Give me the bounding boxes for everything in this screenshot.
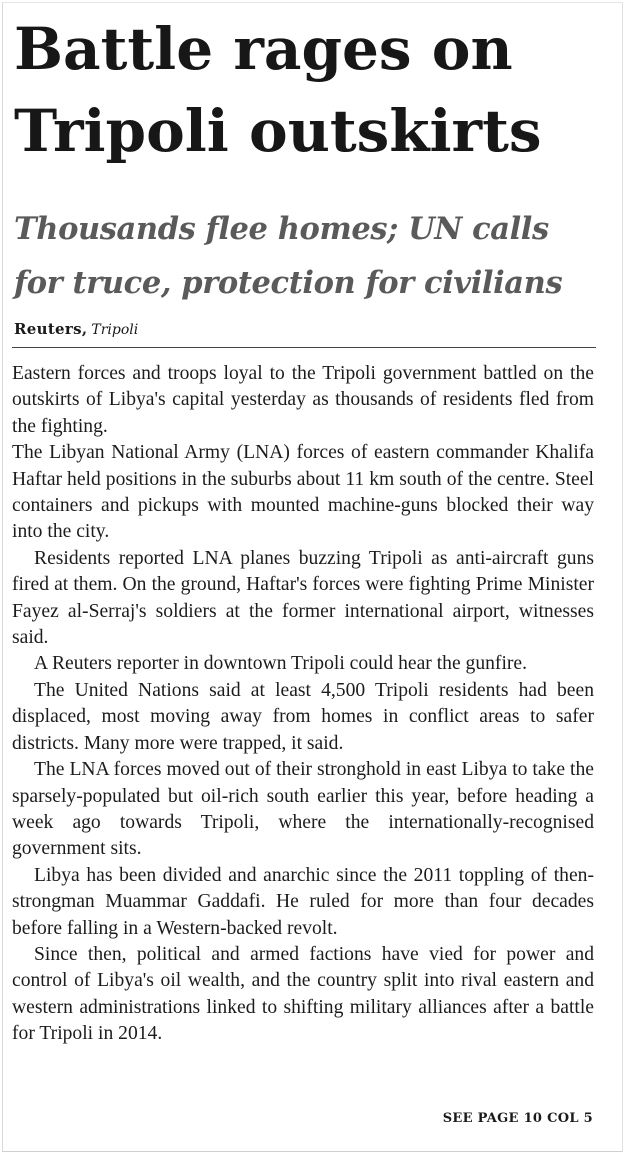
paragraph-8: Since then, political and armed factions have vied for power and control of Libya's oil wealth, and the country split into rival eastern and western administrations linked to shifting military alliances after a battle for Tripoli in 2014.: [12, 943, 594, 1045]
byline-agency: Reuters,: [14, 320, 88, 338]
byline-divider: [12, 347, 596, 348]
paragraph-2: The Libyan National Army (LNA) forces of eastern commander Khalifa Haftar held positions in the suburbs about 11 km south of the centre. Steel containers and pickups with mounted machine-guns blocked their way into the city.: [12, 442, 594, 543]
headline-line-1: Battle rages on: [14, 15, 513, 83]
subheadline: [14, 202, 562, 310]
paragraph-6: The LNA forces moved out of their stronghold in east Libya to take the sparsely-populated but oil-rich south earlier this year, before heading a week ago towards Tripoli, where the internationally-recognised government sits.: [12, 759, 594, 860]
byline: [14, 318, 138, 341]
headline: [14, 8, 542, 172]
paragraph-5: The United Nations said at least 4,500 Tripoli residents had been displaced, most moving away from homes in conflict areas to safer districts. Many more were trapped, it said.: [12, 679, 594, 754]
paragraph-1: Eastern forces and troops loyal to the Tripoli government battled on the outskirts of Libya's capital yesterday as thousands of residents fled from the fighting.: [12, 363, 594, 437]
headline-line-2: Tripoli outskirts: [14, 97, 542, 165]
continuation-note: SEE PAGE 10 COL 5: [442, 1111, 593, 1126]
paragraph-3: Residents reported LNA planes buzzing Tripoli as anti-aircraft guns fired at them. On the ground, Haftar's forces were fighting Prime Minister Fayez al-Serraj's soldiers at the former international airport, witnesses said.: [12, 547, 594, 649]
paragraph-4: A Reuters reporter in downtown Tripoli could hear the gunfire.: [34, 653, 528, 675]
subheadline-line-2: for truce, protection for civilians: [14, 265, 563, 301]
byline-dateline: Tripoli: [91, 322, 139, 338]
subheadline-line-1: Thousands flee homes; UN calls: [14, 211, 549, 247]
paragraph-7: Libya has been divided and anarchic since the 2011 toppling of then-strongman Muammar Gaddafi. He ruled for more than four decades before falling in a Western-backed revolt.: [12, 864, 594, 939]
article-body: [12, 361, 594, 1048]
